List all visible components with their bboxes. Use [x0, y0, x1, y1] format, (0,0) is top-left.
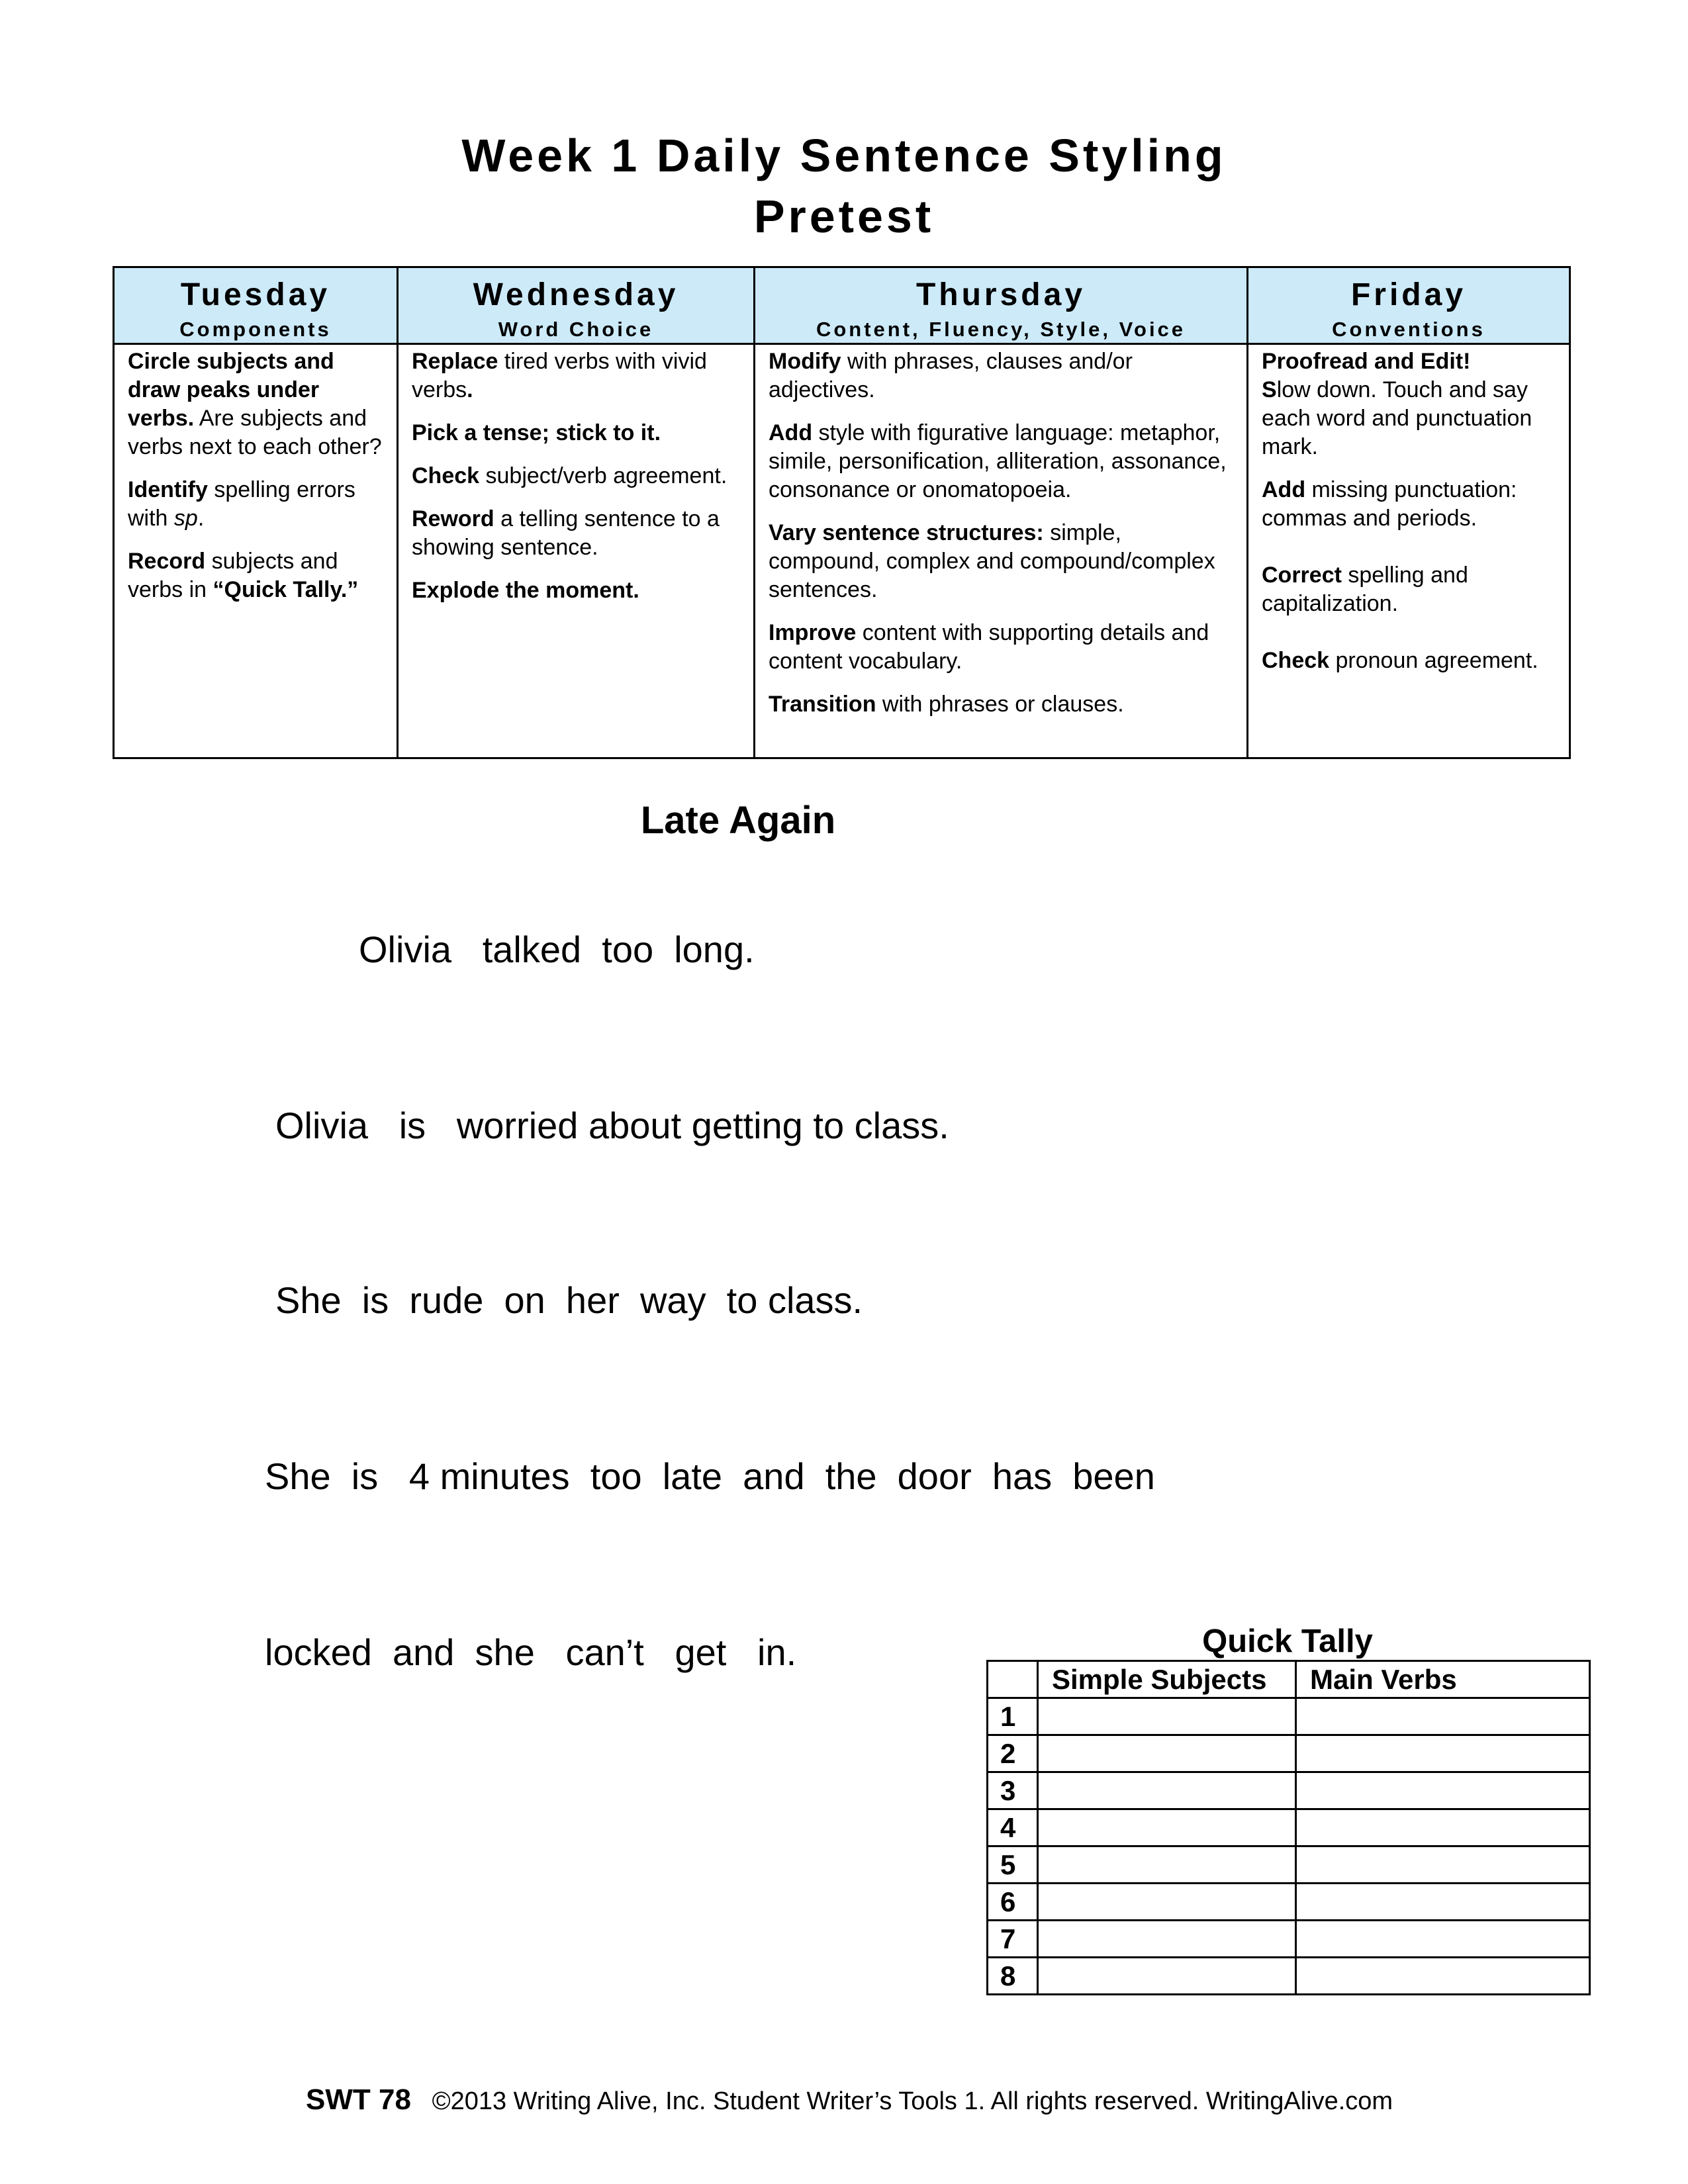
- header-wednesday: [398, 267, 755, 344]
- table-row: [988, 1809, 1590, 1846]
- task-item: Check subject/verb agreement.: [412, 463, 727, 488]
- story-sentence: Olivia is worried about getting to class.: [275, 1105, 949, 1146]
- subject-cell[interactable]: [1038, 1772, 1296, 1809]
- task-item: Explode the moment.: [412, 578, 639, 603]
- table-row: [988, 1884, 1590, 1921]
- quick-tally-title: Quick Tally: [1202, 1623, 1373, 1659]
- story-sentence: She is 4 minutes too late and the door has been: [265, 1455, 1155, 1497]
- day-label: Friday: [1350, 277, 1467, 312]
- day-label: Tuesday: [180, 277, 331, 312]
- quick-tally-table: [986, 1660, 1591, 1995]
- verb-cell[interactable]: [1296, 1958, 1590, 1995]
- tally-header-verbs: Main Verbs: [1296, 1661, 1590, 1698]
- verb-cell[interactable]: [1296, 1921, 1590, 1958]
- focus-label: Conventions: [1332, 318, 1485, 341]
- tally-header-number: [988, 1661, 1038, 1698]
- task-item: Add missing punctuation: commas and periods.: [1262, 477, 1517, 531]
- task-item: Correct spelling and capitalization.: [1262, 563, 1468, 616]
- page-code: SWT 78: [306, 2083, 411, 2116]
- thursday-tasks: [755, 344, 1248, 758]
- friday-tasks: [1248, 344, 1570, 758]
- task-item: Reword a telling sentence to a showing sentence.: [412, 506, 720, 560]
- row-number: 1: [988, 1698, 1038, 1735]
- header-friday: [1248, 267, 1570, 344]
- focus-label: Content, Fluency, Style, Voice: [816, 318, 1186, 341]
- task-item: Modify with phrases, clauses and/or adjectives.: [769, 349, 1133, 402]
- verb-cell[interactable]: [1296, 1884, 1590, 1921]
- header-thursday: [755, 267, 1248, 344]
- row-number: 2: [988, 1735, 1038, 1772]
- weekly-plan-table: [113, 266, 1571, 759]
- story-title: Late Again: [640, 799, 836, 842]
- table-row: [988, 1921, 1590, 1958]
- page-title: Week 1 Daily Sentence Styling: [461, 130, 1227, 181]
- plan-header-row: [114, 267, 1570, 344]
- task-item: Record subjects and verbs in “Quick Tally.”: [128, 549, 359, 602]
- tally-header-subjects: Simple Subjects: [1038, 1661, 1296, 1698]
- task-item: Circle subjects and draw peaks under verbs. Are subjects and verbs next to each other?: [128, 349, 382, 459]
- story-sentence: She is rude on her way to class.: [275, 1279, 863, 1321]
- task-item: Improve content with supporting details and content vocabulary.: [769, 620, 1209, 674]
- row-number: 5: [988, 1846, 1038, 1884]
- subject-cell[interactable]: [1038, 1958, 1296, 1995]
- plan-body-row: [114, 344, 1570, 758]
- focus-label: Components: [179, 318, 332, 341]
- page-subtitle: Pretest: [753, 191, 935, 242]
- task-item: Transition with phrases or clauses.: [769, 692, 1124, 717]
- subject-cell[interactable]: [1038, 1809, 1296, 1846]
- task-item: Add style with figurative language: metaphor, simile, personification, alliteration, assonance, consonance or onomatopoeia.: [769, 420, 1227, 502]
- table-row: [988, 1772, 1590, 1809]
- subject-cell[interactable]: [1038, 1846, 1296, 1884]
- table-row: [988, 1846, 1590, 1884]
- task-item: Vary sentence structures: simple, compound, complex and compound/complex sentences.: [769, 520, 1215, 602]
- wednesday-tasks: [398, 344, 755, 758]
- tally-header-row: [988, 1661, 1590, 1698]
- header-tuesday: [114, 267, 398, 344]
- subject-cell[interactable]: [1038, 1698, 1296, 1735]
- subject-cell[interactable]: [1038, 1735, 1296, 1772]
- verb-cell[interactable]: [1296, 1809, 1590, 1846]
- verb-cell[interactable]: [1296, 1772, 1590, 1809]
- subject-cell[interactable]: [1038, 1884, 1296, 1921]
- table-row: [988, 1698, 1590, 1735]
- task-item: Pick a tense; stick to it.: [412, 420, 661, 445]
- copyright-text: ©2013 Writing Alive, Inc. Student Writer’s Tools 1. All rights reserved. WritingAlive.com: [410, 2087, 1393, 2115]
- task-item: Replace tired verbs with vivid verbs.: [412, 349, 707, 402]
- row-number: 6: [988, 1884, 1038, 1921]
- subject-cell[interactable]: [1038, 1921, 1296, 1958]
- verb-cell[interactable]: [1296, 1698, 1590, 1735]
- story-sentence: locked and she can’t get in.: [265, 1631, 797, 1673]
- table-row: [988, 1735, 1590, 1772]
- row-number: 4: [988, 1809, 1038, 1846]
- table-row: [988, 1958, 1590, 1995]
- day-label: Wednesday: [473, 277, 679, 312]
- task-item: Check pronoun agreement.: [1262, 648, 1538, 673]
- row-number: 3: [988, 1772, 1038, 1809]
- verb-cell[interactable]: [1296, 1735, 1590, 1772]
- row-number: 7: [988, 1921, 1038, 1958]
- task-item: Proofread and Edit! Slow down. Touch and say each word and punctuation mark.: [1262, 349, 1532, 459]
- page-footer: [306, 2083, 1393, 2116]
- verb-cell[interactable]: [1296, 1846, 1590, 1884]
- day-label: Thursday: [915, 277, 1086, 312]
- tuesday-tasks: [114, 344, 398, 758]
- focus-label: Word Choice: [498, 318, 654, 341]
- row-number: 8: [988, 1958, 1038, 1995]
- task-item: Identify spelling errors with sp.: [128, 477, 355, 531]
- story-sentence: Olivia talked too long.: [359, 929, 755, 970]
